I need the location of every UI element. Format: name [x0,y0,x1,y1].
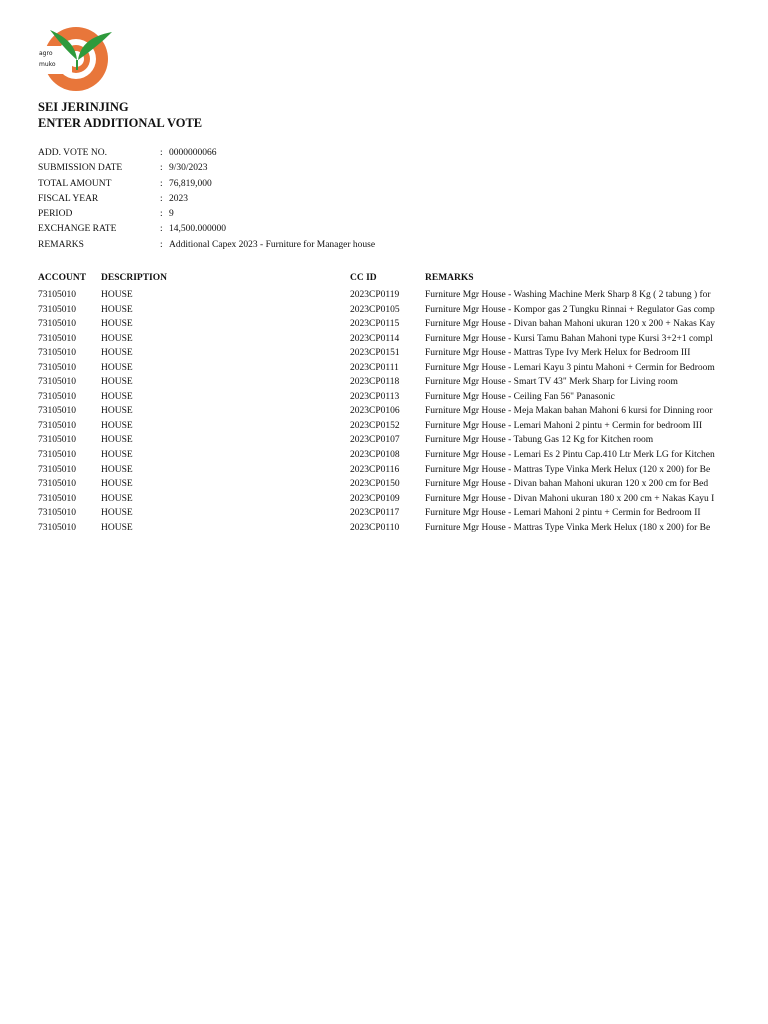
meta-sep: : [160,193,163,204]
table-row [38,477,738,492]
meta-sep: : [160,178,163,189]
table-row [38,492,738,507]
cell-cc-id: 2023CP0110 [350,522,400,533]
cell-remarks: Furniture Mgr House - Mattras Type Ivy Merk Helux for Bedroom III [425,348,691,359]
meta-label: FISCAL YEAR [38,193,99,204]
cell-account: 73105010 [38,522,76,533]
table-row [38,521,738,536]
cell-account: 73105010 [38,391,76,402]
table-row [38,288,738,303]
cell-cc-id: 2023CP0105 [350,304,400,315]
header-account: ACCOUNT [38,273,87,283]
cell-cc-id: 2023CP0115 [350,319,400,330]
cell-account: 73105010 [38,406,76,417]
meta-sep: : [160,148,163,158]
meta-value: 0000000066 [169,148,217,158]
meta-sep: : [160,163,163,174]
meta-sep: : [160,224,163,235]
table-row [38,463,738,478]
cell-remarks: Furniture Mgr House - Tabung Gas 12 Kg for Kitchen room [425,435,654,446]
cell-description: HOUSE [101,377,133,388]
cell-account: 73105010 [38,377,76,388]
cell-cc-id: 2023CP0106 [350,406,400,417]
meta-value: 2023 [169,193,188,204]
cell-cc-id: 2023CP0150 [350,479,400,490]
cell-remarks: Furniture Mgr House - Smart TV 43" Merk Sharp for Living room [425,377,678,388]
cell-cc-id: 2023CP0117 [350,508,400,519]
cell-cc-id: 2023CP0107 [350,435,400,446]
cell-description: HOUSE [101,348,133,359]
meta-label: PERIOD [38,209,73,220]
cell-description: HOUSE [101,522,133,533]
cell-description: HOUSE [101,464,133,475]
cell-remarks: Furniture Mgr House - Meja Makan bahan Mahoni 6 kursi for Dinning roor [425,406,713,417]
company-logo [36,22,118,94]
table-row [38,448,738,463]
table-body [38,288,738,535]
vote-lines-table [38,271,738,535]
page-subtitle: ENTER ADDITIONAL VOTE [38,116,203,130]
cell-description: HOUSE [101,508,133,519]
cell-remarks: Furniture Mgr House - Lemari Es 2 Pintu Cap.410 Ltr Merk LG for Kitchen [425,450,715,461]
cell-remarks: Furniture Mgr House - Divan bahan Mahoni ukuran 120 x 200 cm for Bed [425,479,709,490]
cell-remarks: Furniture Mgr House - Lemari Mahoni 2 pintu + Cermin for bedroom III [425,420,703,431]
cell-remarks: Furniture Mgr House - Lemari Mahoni 2 pintu + Cermin for Bedroom II [425,508,701,519]
cell-description: HOUSE [101,406,133,417]
table-row [38,419,738,434]
cell-cc-id: 2023CP0109 [350,493,400,504]
cell-cc-id: 2023CP0113 [350,391,400,402]
cell-account: 73105010 [38,362,76,373]
logo-text-muko: muko [39,61,56,68]
cell-description: HOUSE [101,319,133,330]
table-row [38,346,738,361]
table-row [38,361,738,376]
table-row [38,433,738,448]
meta-label: SUBMISSION DATE [38,163,123,174]
cell-remarks: Furniture Mgr House - Kursi Tamu Bahan Mahoni type Kursi 3+2+1 compl [425,333,713,344]
cell-description: HOUSE [101,479,133,490]
table-row [38,317,738,332]
cell-cc-id: 2023CP0151 [350,348,400,359]
cell-account: 73105010 [38,319,76,330]
cell-account: 73105010 [38,508,76,519]
cell-cc-id: 2023CP0114 [350,333,400,344]
header-cc-id: CC ID [350,273,377,283]
meta-label: REMARKS [38,239,84,250]
table-row [38,506,738,521]
cell-description: HOUSE [101,362,133,373]
cell-account: 73105010 [38,450,76,461]
cell-account: 73105010 [38,420,76,431]
meta-label: TOTAL AMOUNT [38,178,112,189]
cell-cc-id: 2023CP0116 [350,464,400,475]
table-row [38,332,738,347]
cell-description: HOUSE [101,493,133,504]
cell-cc-id: 2023CP0152 [350,420,400,431]
cell-account: 73105010 [38,479,76,490]
table-row [38,375,738,390]
cell-account: 73105010 [38,333,76,344]
cell-remarks: Furniture Mgr House - Washing Machine Merk Sharp 8 Kg ( 2 tabung ) for [425,290,711,300]
table-header [38,271,738,288]
cell-description: HOUSE [101,304,133,315]
meta-value: 76,819,000 [169,178,212,189]
logo-text-agro: agro [39,50,53,57]
page-title: SEI JERINJING [38,100,129,114]
meta-value: 14,500.000000 [169,224,226,235]
table-row [38,303,738,318]
cell-remarks: Furniture Mgr House - Divan Mahoni ukuran 180 x 200 cm + Nakas Kayu I [425,493,715,504]
cell-description: HOUSE [101,391,133,402]
cell-account: 73105010 [38,348,76,359]
header-description: DESCRIPTION [101,273,167,283]
cell-cc-id: 2023CP0118 [350,377,400,388]
cell-remarks: Furniture Mgr House - Kompor gas 2 Tungku Rinnai + Regulator Gas comp [425,304,715,315]
cell-account: 73105010 [38,290,76,300]
cell-remarks: Furniture Mgr House - Lemari Kayu 3 pintu Mahoni + Cermin for Bedroom [425,362,715,373]
cell-description: HOUSE [101,450,133,461]
cell-account: 73105010 [38,493,76,504]
cell-remarks: Furniture Mgr House - Mattras Type Vinka Merk Helux (180 x 200) for Be [425,522,711,533]
cell-description: HOUSE [101,435,133,446]
cell-account: 73105010 [38,435,76,446]
table-row [38,390,738,405]
meta-value: 9/30/2023 [169,163,208,174]
cell-remarks: Furniture Mgr House - Ceiling Fan 56" Panasonic [425,391,615,402]
header-remarks: REMARKS [425,273,474,283]
table-row [38,404,738,419]
cell-cc-id: 2023CP0111 [350,362,399,373]
meta-sep: : [160,209,163,220]
cell-remarks: Furniture Mgr House - Mattras Type Vinka Merk Helux (120 x 200) for Be [425,464,711,475]
meta-value: Additional Capex 2023 - Furniture for Manager house [169,239,376,250]
cell-cc-id: 2023CP0119 [350,290,400,300]
meta-label: ADD. VOTE NO. [38,148,107,158]
meta-label: EXCHANGE RATE [38,224,117,235]
cell-description: HOUSE [101,333,133,344]
cell-remarks: Furniture Mgr House - Divan bahan Mahoni ukuran 120 x 200 + Nakas Kay [425,319,716,330]
cell-description: HOUSE [101,290,133,300]
cell-account: 73105010 [38,304,76,315]
meta-value: 9 [169,209,174,220]
cell-account: 73105010 [38,464,76,475]
cell-description: HOUSE [101,420,133,431]
cell-cc-id: 2023CP0108 [350,450,400,461]
meta-sep: : [160,239,163,250]
